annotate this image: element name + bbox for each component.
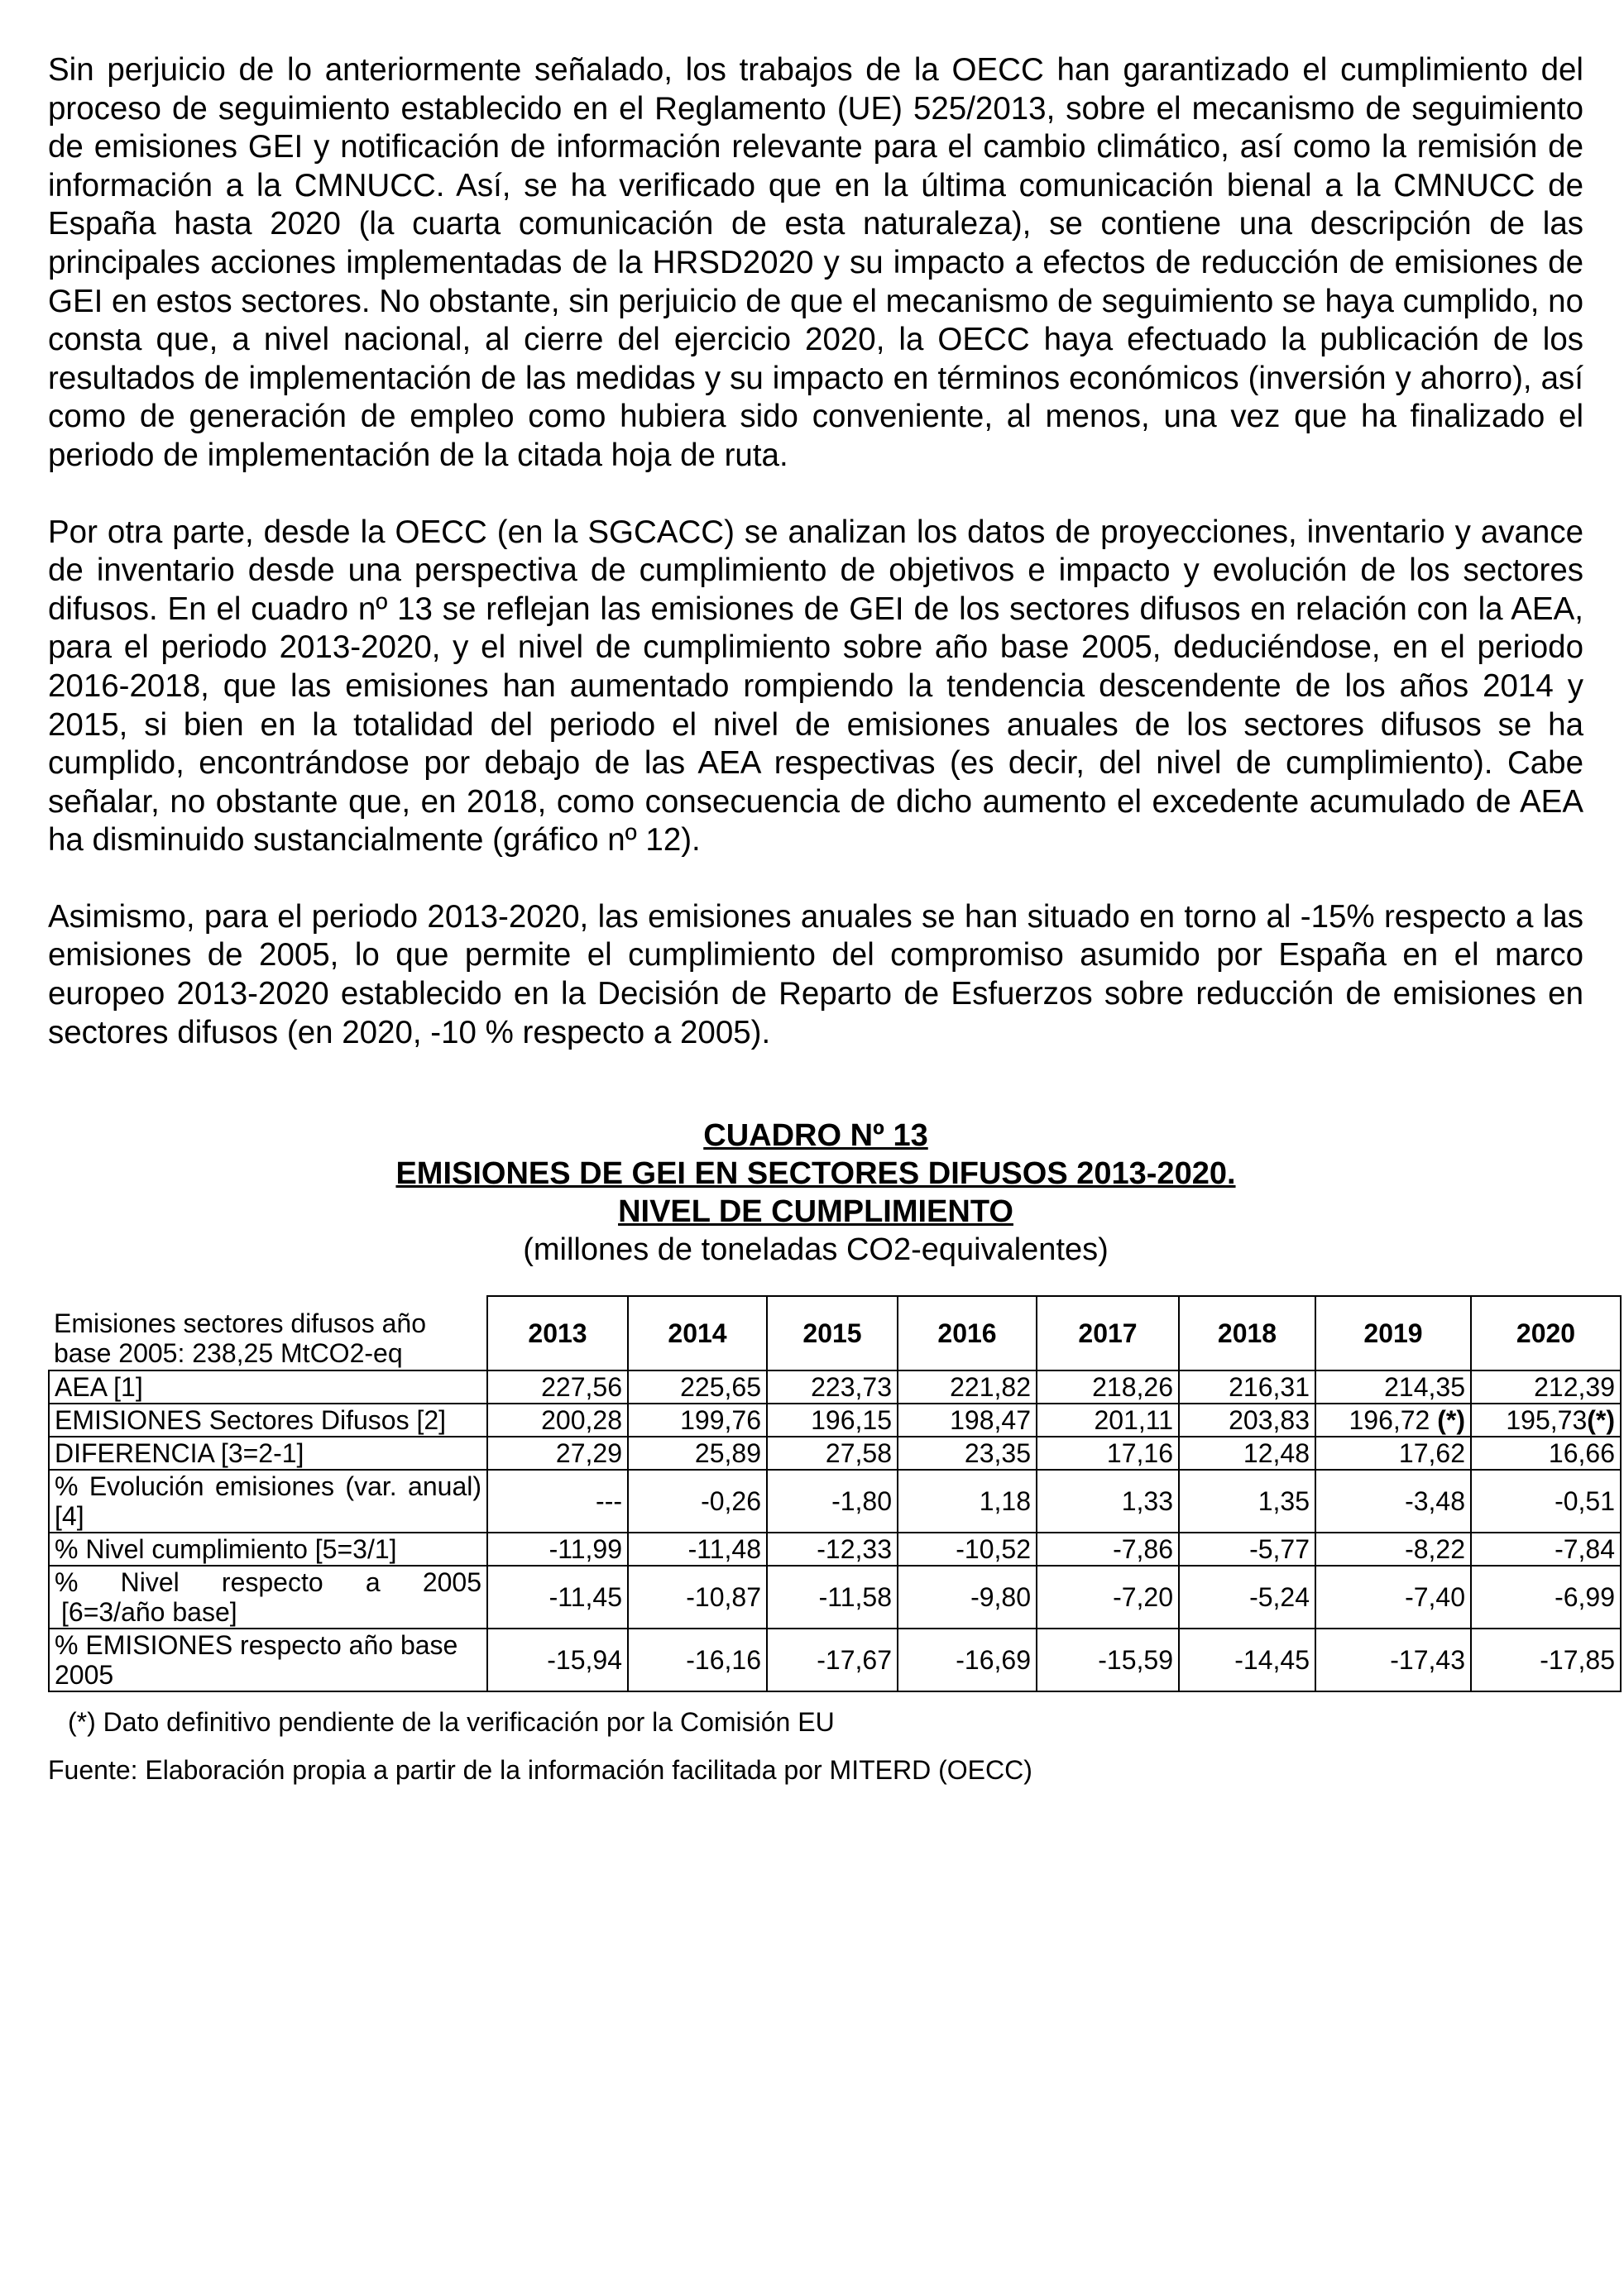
table-row-nivel-cumplimiento	[49, 1533, 1621, 1566]
table-header-row	[49, 1296, 1621, 1370]
table-cell: -10,52	[898, 1533, 1037, 1566]
table-cell: -0,51	[1471, 1470, 1621, 1533]
table-cell: 225,65	[628, 1370, 767, 1404]
table-cell	[1315, 1404, 1471, 1437]
table-cell: -11,99	[487, 1533, 628, 1566]
row-label-line2: [6=3/año base]	[61, 1597, 237, 1628]
table-cell: 1,18	[898, 1470, 1037, 1533]
row-label: % Nivel cumplimiento [5=3/1]	[49, 1533, 487, 1566]
year-header: 2018	[1179, 1296, 1315, 1370]
table-cell: 212,39	[1471, 1370, 1621, 1404]
table-cell: 214,35	[1315, 1370, 1471, 1404]
table-cell: 199,76	[628, 1404, 767, 1437]
paragraph-2: Por otra parte, desde la OECC (en la SGCACC) se analizan los datos de proyecciones, inventario y avance de inventario desde una perspectiva de cumplimiento de objetivos e impacto y evolución de los sectores difusos. En el cuadro nº 13 se reflejan las emisiones de GEI de los sectores difusos en relación con la AEA, para el periodo 2013-2020, y el nivel de cumplimiento sobre año base 2005, deduciéndose, en el periodo 2016-2018, que las emisiones han aumentado rompiendo la tendencia descendente de los años 2014 y 2015, si bien en la totalidad del periodo el nivel de emisiones anuales de los sectores difusos se ha cumplido, encontrándose por debajo de las AEA respectivas (es decir, del nivel de cumplimiento). Cabe señalar, no obstante que, en 2018, como consecuencia de dicho aumento el excedente acumulado de AEA ha disminuido sustancialmente (gráfico nº 12).	[48, 514, 1583, 859]
table-number: CUADRO Nº 13	[703, 1118, 928, 1154]
table-cell: -11,45	[487, 1566, 628, 1629]
table-cell: 200,28	[487, 1404, 628, 1437]
table-cell: -10,87	[628, 1566, 767, 1629]
table-cell: 16,66	[1471, 1437, 1621, 1470]
year-header: 2019	[1315, 1296, 1471, 1370]
table-row-evolucion	[49, 1470, 1621, 1533]
table-cell: 23,35	[898, 1437, 1037, 1470]
table-cell: 1,35	[1179, 1470, 1315, 1533]
table-cell: -12,33	[767, 1533, 898, 1566]
cell-value: 196,72	[1349, 1405, 1430, 1436]
emissions-table	[48, 1295, 1622, 1692]
table-row-diferencia	[49, 1437, 1621, 1470]
row-label: EMISIONES Sectores Difusos [2]	[49, 1404, 487, 1437]
document-page	[48, 51, 1615, 1787]
row-label-line1: % Nivel respecto a 2005	[55, 1567, 481, 1598]
table-subtitle: NIVEL DE CUMPLIMIENTO	[618, 1194, 1013, 1230]
table-cell: 25,89	[628, 1437, 767, 1470]
row-label: AEA [1]	[49, 1370, 487, 1404]
paragraph-3: Asimismo, para el periodo 2013-2020, las emisiones anuales se han situado en torno al -15% respecto a las emisiones de 2005, lo que permite el cumplimiento del compromiso asumido por España en el marco europeo 2013-2020 establecido en la Decisión de Reparto de Esfuerzos sobre reducción de emisiones en sectores difusos (en 2020, -10 % respecto a 2005).	[48, 898, 1583, 1050]
table-row-nivel-respecto-2005	[49, 1566, 1621, 1629]
table-row-emisiones-respecto-base	[49, 1629, 1621, 1691]
table-cell: 216,31	[1179, 1370, 1315, 1404]
table-cell: -11,58	[767, 1566, 898, 1629]
table-cell: -1,80	[767, 1470, 898, 1533]
table-cell: -17,85	[1471, 1629, 1621, 1691]
row-label	[49, 1629, 487, 1691]
table-cell: -11,48	[628, 1533, 767, 1566]
table-cell	[1471, 1404, 1621, 1437]
year-header: 2020	[1471, 1296, 1621, 1370]
asterisk-mark: (*)	[1587, 1405, 1615, 1436]
table-cell: 12,48	[1179, 1437, 1315, 1470]
table-cell: -17,67	[767, 1629, 898, 1691]
table-cell: 27,29	[487, 1437, 628, 1470]
table-cell: 227,56	[487, 1370, 628, 1404]
table-cell: -15,94	[487, 1629, 628, 1691]
asterisk-mark: (*)	[1430, 1405, 1465, 1436]
table-units: (millones de toneladas CO2-equivalentes)	[523, 1232, 1109, 1268]
table-title: EMISIONES DE GEI EN SECTORES DIFUSOS 2013-2020.	[395, 1156, 1236, 1192]
table-cell: -7,84	[1471, 1533, 1621, 1566]
table-cell: -5,77	[1179, 1533, 1315, 1566]
table-row-emisiones	[49, 1404, 1621, 1437]
table-cell: -0,26	[628, 1470, 767, 1533]
cell-value: 195,73	[1506, 1405, 1588, 1436]
table-cell: 223,73	[767, 1370, 898, 1404]
table-cell: -7,86	[1037, 1533, 1179, 1566]
row-label-line2: 2005	[55, 1660, 114, 1691]
table-cell: 196,15	[767, 1404, 898, 1437]
paragraph-1: Sin perjuicio de lo anteriormente señalado, los trabajos de la OECC han garantizado el cumplimiento del proceso de seguimiento establecido en el Reglamento (UE) 525/2013, sobre el mecanismo de seguimiento de emisiones GEI y notificación de información relevante para el cambio climático, así como la remisión de información a la CMNUCC. Así, se ha verificado que en la última comunicación bienal a la CMNUCC de España hasta 2020 (la cuarta comunicación de esta naturaleza), se contiene una descripción de las principales acciones implementadas de la HRSD2020 y su impacto a efectos de reducción de emisiones de GEI en estos sectores. No obstante, sin perjuicio de que el mecanismo de seguimiento se haya cumplido, no consta que, a nivel nacional, al cierre del ejercicio 2020, la OECC haya efectuado la publicación de los resultados de implementación de las medidas y su impacto en términos económicos (inversión y ahorro), así como de generación de empleo como hubiera sido conveniente, al menos, una vez que ha finalizado el periodo de implementación de la citada hoja de ruta.	[48, 52, 1583, 473]
table-cell: -14,45	[1179, 1629, 1315, 1691]
table-cell: 27,58	[767, 1437, 898, 1470]
table-cell: 218,26	[1037, 1370, 1179, 1404]
table-cell: -8,22	[1315, 1533, 1471, 1566]
table-cell: 198,47	[898, 1404, 1037, 1437]
source-note: Fuente: Elaboración propia a partir de la información facilitada por MITERD (OECC)	[48, 1755, 1032, 1786]
table-cell: 17,62	[1315, 1437, 1471, 1470]
asterisk-note: (*) Dato definitivo pendiente de la verificación por la Comisión EU	[68, 1707, 835, 1738]
table-cell: -7,20	[1037, 1566, 1179, 1629]
table-cell: -5,24	[1179, 1566, 1315, 1629]
table-cell: -6,99	[1471, 1566, 1621, 1629]
table-row-aea	[49, 1370, 1621, 1404]
table-cell: ---	[487, 1470, 628, 1533]
row-label: % Evolución emisiones (var. anual) [4]	[49, 1470, 487, 1533]
table-cell: -7,40	[1315, 1566, 1471, 1629]
table-corner-label: Emisiones sectores difusos año base 2005: 238,25 MtCO2-eq	[49, 1296, 487, 1370]
row-label	[49, 1566, 487, 1629]
table-cell: -15,59	[1037, 1629, 1179, 1691]
table-cell: 201,11	[1037, 1404, 1179, 1437]
table-title-block	[48, 1117, 1583, 1269]
table-cell: 203,83	[1179, 1404, 1315, 1437]
table-cell: 221,82	[898, 1370, 1037, 1404]
table-cell: 1,33	[1037, 1470, 1179, 1533]
table-cell: 17,16	[1037, 1437, 1179, 1470]
year-header: 2017	[1037, 1296, 1179, 1370]
row-label-line1: % EMISIONES respecto año base	[55, 1630, 458, 1661]
table-cell: -9,80	[898, 1566, 1037, 1629]
row-label: DIFERENCIA [3=2-1]	[49, 1437, 487, 1470]
year-header: 2013	[487, 1296, 628, 1370]
year-header: 2015	[767, 1296, 898, 1370]
table-cell: -3,48	[1315, 1470, 1471, 1533]
table-cell: -16,69	[898, 1629, 1037, 1691]
table-cell: -17,43	[1315, 1629, 1471, 1691]
year-header: 2016	[898, 1296, 1037, 1370]
table-cell: -16,16	[628, 1629, 767, 1691]
year-header: 2014	[628, 1296, 767, 1370]
